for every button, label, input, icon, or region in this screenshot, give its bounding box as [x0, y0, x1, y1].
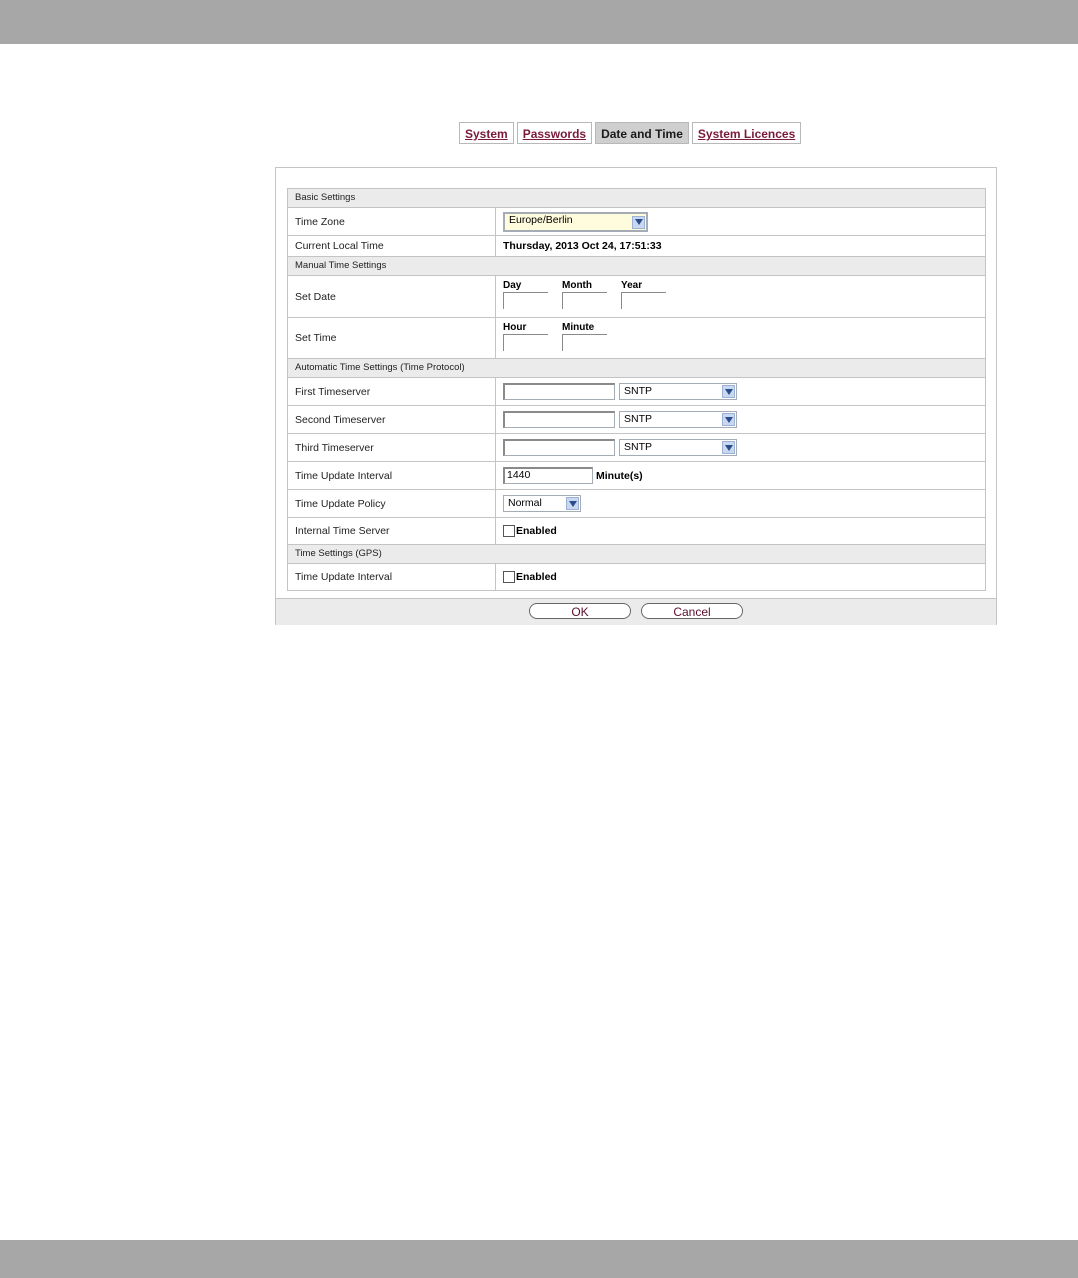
- time-update-interval-label: Time Update Interval: [288, 462, 496, 489]
- row-set-time: [288, 318, 985, 359]
- internal-time-server-checkbox[interactable]: [503, 525, 515, 537]
- section-manual-time-settings: Manual Time Settings: [288, 257, 985, 276]
- gps-time-update-interval-label: Time Update Interval: [288, 564, 496, 590]
- enabled-label: Enabled: [516, 571, 557, 583]
- year-input[interactable]: [621, 292, 666, 309]
- row-time-update-policy: [288, 490, 985, 518]
- current-local-time-value: Thursday, 2013 Oct 24, 17:51:33: [503, 240, 662, 252]
- cancel-button[interactable]: Cancel: [641, 603, 743, 619]
- row-time-update-interval: [288, 462, 985, 490]
- set-date-label: Set Date: [288, 276, 496, 317]
- month-label: Month: [562, 280, 592, 291]
- time-update-policy-label: Time Update Policy: [288, 490, 496, 517]
- second-timeserver-protocol-select[interactable]: [619, 411, 737, 428]
- tab-bar: [459, 122, 801, 144]
- time-update-policy-select[interactable]: [503, 495, 581, 512]
- row-time-zone: [288, 208, 985, 236]
- set-time-label: Set Time: [288, 318, 496, 358]
- button-bar: [276, 598, 996, 625]
- first-timeserver-input[interactable]: [503, 383, 615, 400]
- settings-table: [287, 188, 986, 591]
- day-label: Day: [503, 280, 522, 291]
- day-input[interactable]: [503, 292, 548, 309]
- tab-date-and-time[interactable]: Date and Time: [595, 122, 689, 144]
- chevron-down-icon: [722, 441, 735, 454]
- hour-label: Hour: [503, 322, 527, 333]
- top-bar: [0, 0, 1078, 44]
- time-zone-label: Time Zone: [288, 208, 496, 235]
- time-zone-select[interactable]: [503, 212, 648, 232]
- year-label: Year: [621, 280, 643, 291]
- protocol-value: SNTP: [624, 385, 653, 397]
- minute-label: Minute: [562, 322, 595, 333]
- chevron-down-icon: [566, 497, 579, 510]
- tab-system-licences[interactable]: System Licences: [692, 122, 801, 144]
- chevron-down-icon: [722, 413, 735, 426]
- tab-passwords[interactable]: Passwords: [517, 122, 592, 144]
- minute-input[interactable]: [562, 334, 607, 351]
- row-second-timeserver: [288, 406, 985, 434]
- tab-system[interactable]: System: [459, 122, 514, 144]
- row-current-local-time: [288, 236, 985, 257]
- first-timeserver-protocol-select[interactable]: [619, 383, 737, 400]
- protocol-value: SNTP: [624, 441, 653, 453]
- third-timeserver-protocol-select[interactable]: [619, 439, 737, 456]
- section-basic-settings: Basic Settings: [288, 189, 985, 208]
- third-timeserver-label: Third Timeserver: [288, 434, 496, 461]
- section-time-settings-gps: Time Settings (GPS): [288, 545, 985, 564]
- third-timeserver-input[interactable]: [503, 439, 615, 456]
- section-automatic-time-settings: Automatic Time Settings (Time Protocol): [288, 359, 985, 378]
- row-gps-time-update-interval: [288, 564, 985, 590]
- settings-panel: [275, 167, 997, 625]
- month-input[interactable]: [562, 292, 607, 309]
- time-update-interval-input[interactable]: 1440: [503, 467, 593, 484]
- second-timeserver-input[interactable]: [503, 411, 615, 428]
- second-timeserver-label: Second Timeserver: [288, 406, 496, 433]
- row-third-timeserver: [288, 434, 985, 462]
- policy-value: Normal: [508, 497, 542, 509]
- interval-unit-label: Minute(s): [596, 469, 643, 482]
- ok-button[interactable]: OK: [529, 603, 631, 619]
- chevron-down-icon: [632, 216, 645, 229]
- gps-enabled-checkbox[interactable]: [503, 571, 515, 583]
- time-zone-value: Europe/Berlin: [509, 213, 573, 226]
- enabled-label: Enabled: [516, 525, 557, 537]
- bottom-bar: [0, 1240, 1078, 1278]
- internal-time-server-label: Internal Time Server: [288, 518, 496, 544]
- first-timeserver-label: First Timeserver: [288, 378, 496, 405]
- row-internal-time-server: [288, 518, 985, 545]
- hour-input[interactable]: [503, 334, 548, 351]
- row-first-timeserver: [288, 378, 985, 406]
- chevron-down-icon: [722, 385, 735, 398]
- row-set-date: [288, 276, 985, 318]
- current-local-time-label: Current Local Time: [288, 236, 496, 256]
- protocol-value: SNTP: [624, 413, 653, 425]
